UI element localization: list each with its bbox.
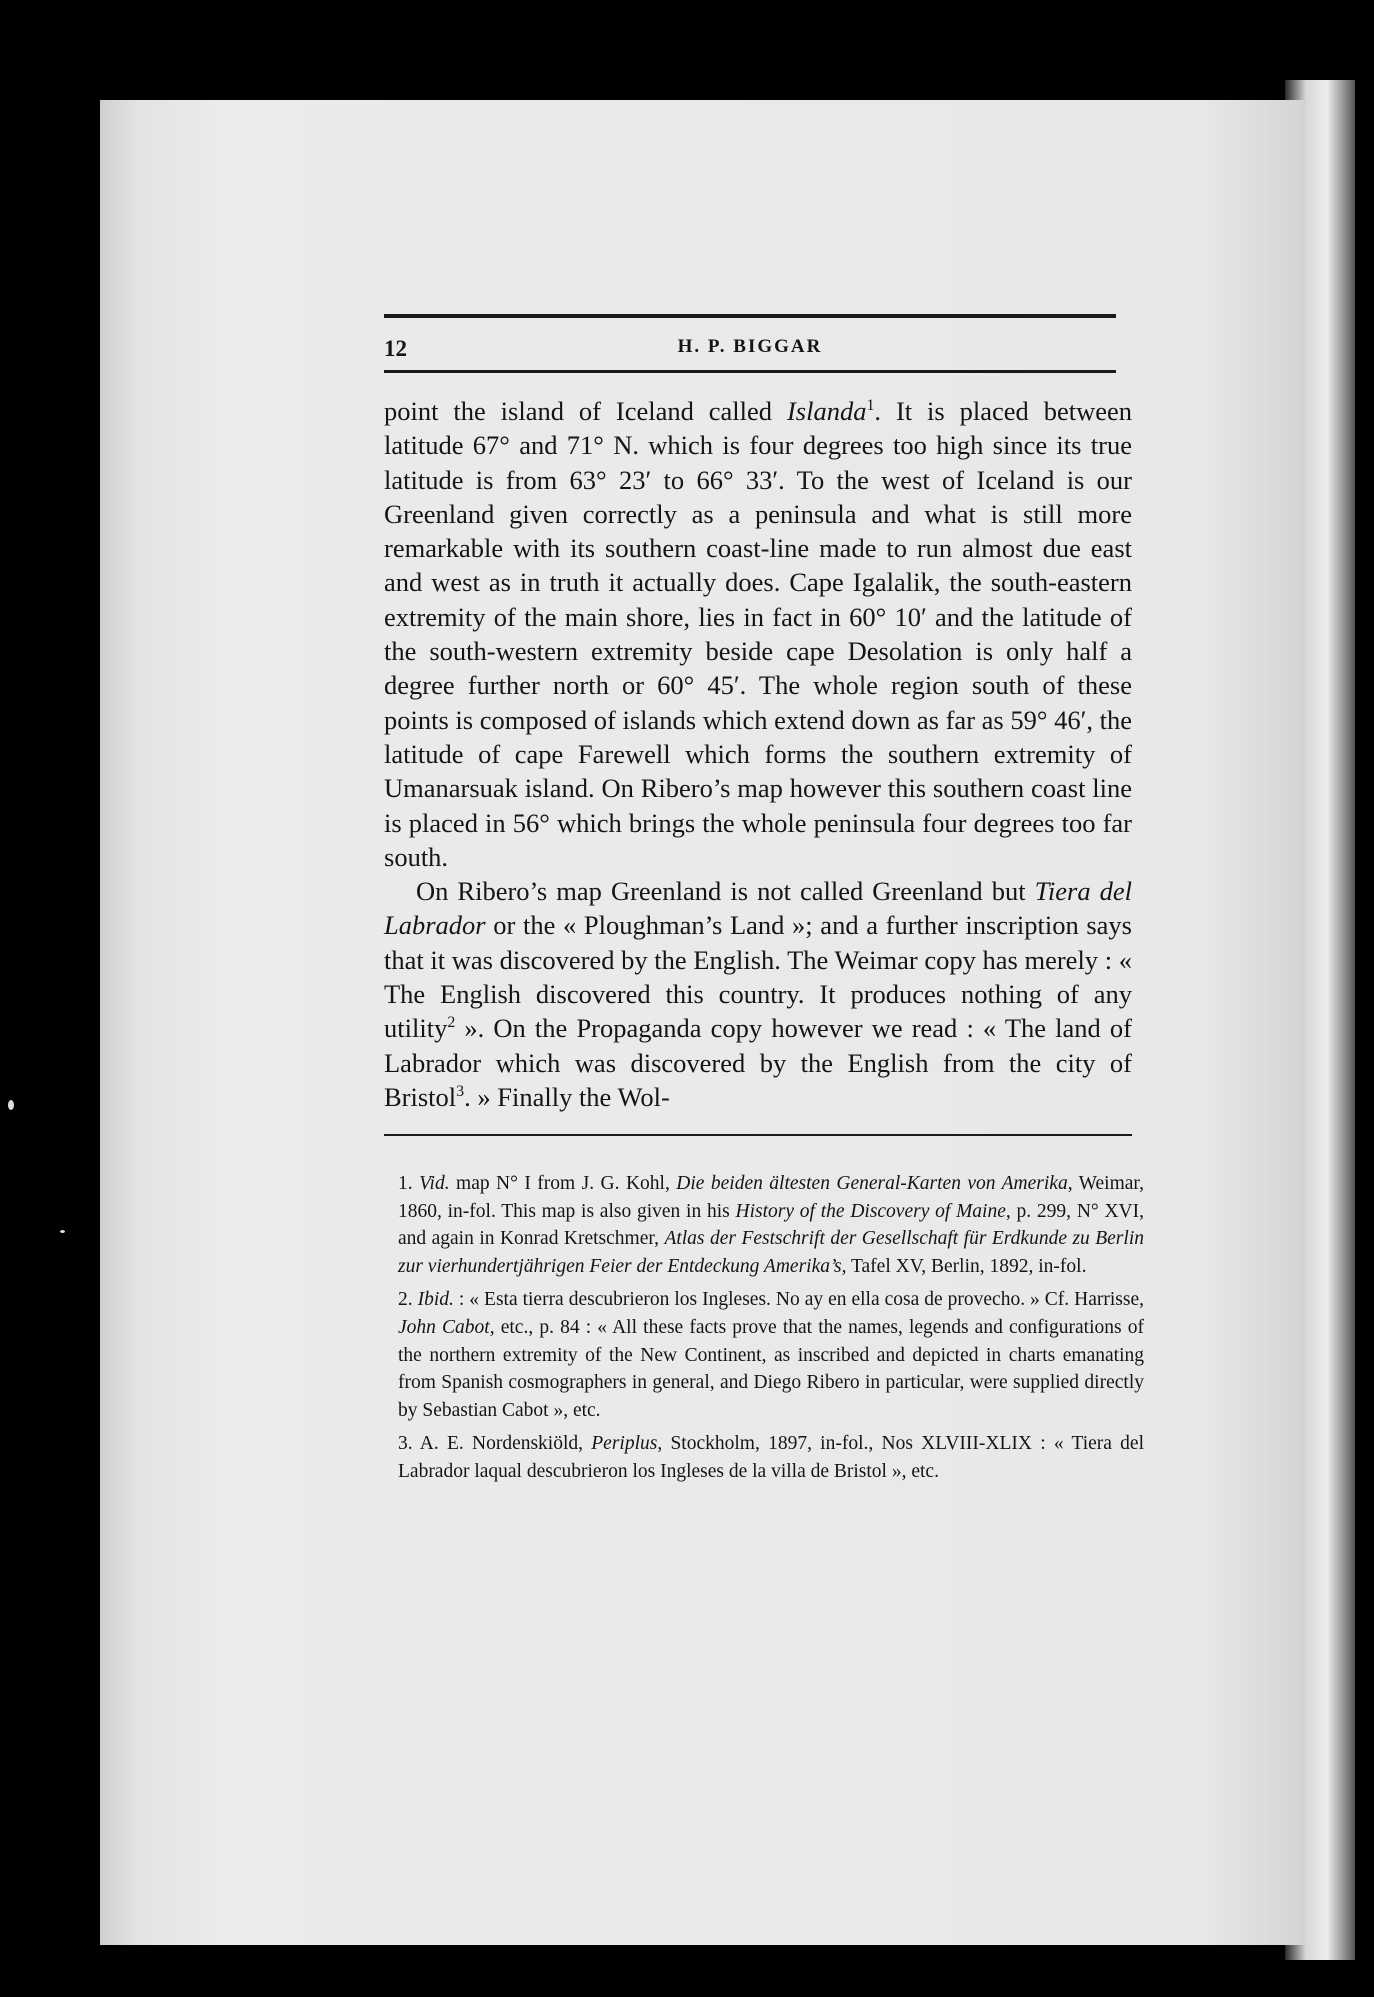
footnote-2 [398,1286,1144,1424]
footnotes [398,1170,1144,1492]
page-number: 12 [384,336,407,361]
italic-term: Islanda [786,396,867,426]
footnote-number: 2. [398,1289,418,1311]
footnote-3 [398,1430,1144,1485]
header-rule [384,370,1116,373]
italic-term: John Cabot [398,1316,490,1338]
footnote-ref: 3 [456,1083,465,1101]
text-run: , p. 299, N° XVI, and again in Konrad Kretschmer, [398,1200,1144,1250]
text-run: point the island of Iceland called [384,396,787,426]
footnote-ref: 1 [866,397,875,415]
text-run: , Stockholm, 1897, in-fol., Nos XLVIII-XLIX : « Tiera del Labrador laqual descubrieron los Ingleses de la villa de Bristol », etc. [398,1433,1144,1482]
italic-term: History of the Discovery of Maine [735,1200,1006,1222]
italic-term: Die beiden ältesten General-Karten von Amerika [676,1173,1068,1194]
footnote-rule [384,1134,1132,1136]
text-run: . » Finally the Wol- [464,1081,670,1112]
speck [60,1230,65,1233]
footnote-ref: 2 [447,1014,456,1032]
footnote-number: 3. [398,1433,420,1455]
text-run: map N° I from J. G. Kohl, [449,1173,677,1194]
text-run: A. E. Nordenskiöld, [419,1433,592,1455]
paragraph [384,394,1132,874]
italic-term: Ibid. [417,1289,454,1311]
text-run: On Ribero’s map Greenland is not called Greenland but [416,876,1035,907]
italic-term: Tiera del Labrador [384,876,1132,941]
text-run: , Weimar, 1860, in-fol. This map is also given in his [398,1173,1144,1222]
text-run: , Tafel XV, Berlin, 1892, in-fol. [841,1255,1087,1277]
page-header [384,336,1116,372]
running-head: H. P. BIGGAR [677,336,823,357]
footnote-1 [398,1170,1144,1280]
text-run: , etc., p. 84 : « All these facts prove that the names, legends and configurations of the northern extremity of the New Continent, as inscribed and depicted in charts emanating from Spanish cosmographers in general, and Diego Ribero in particular, were supplied directly by Sebastian Cabot », etc. [398,1316,1144,1421]
italic-term: Vid. [419,1173,450,1194]
italic-term: Atlas der Festschrift der Gesellschaft für Erdkunde zu Berlin zur vierhundertjährigen Feier der Entdeckung Amerika’s [398,1228,1144,1277]
text-run: ». On the Propaganda copy however we read : « The land of Labrador which was discovered by the English from the city of Bristol [384,1013,1132,1112]
speck [8,1100,14,1110]
italic-term: Periplus [591,1433,658,1455]
top-rule [384,314,1116,318]
text-run: : « Esta tierra descubrieron los Ingleses. No ay en ella cosa de provecho. » Cf. Harrisse, [453,1289,1144,1311]
footnote-number: 1. [398,1173,420,1194]
paragraph [384,874,1132,1114]
text-run: . It is placed between latitude 67° and 71° N. which is four degrees too high since its true latitude is from 63° 23′ to 66° 33′. To the west of Iceland is our Greenland given correctly as a peninsula and what is still more remarkable with its southern coast-line made to run almost due east and west as in truth it actually does. Cape Igalalik, the south-eastern extremity of the main shore, lies in fact in 60° 10′ and the latitude of the south-western extremity beside cape Desolation is only half a degree further north or 60° 45′. The whole region south of these points is composed of islands which extend down as far as 59° 46′, the latitude of cape Farewell which forms the southern extremity of Umanarsuak island. On Ribero’s map however this southern coast line is placed in 56° which brings the whole peninsula four degrees too far south. [384,396,1132,872]
text-run: or the « Ploughman’s Land »; and a further inscription says that it was discovered by the English. The Weimar copy has merely : « The English discovered this country. It produces nothing of any utility [384,910,1132,1044]
body-text [384,394,1132,1114]
